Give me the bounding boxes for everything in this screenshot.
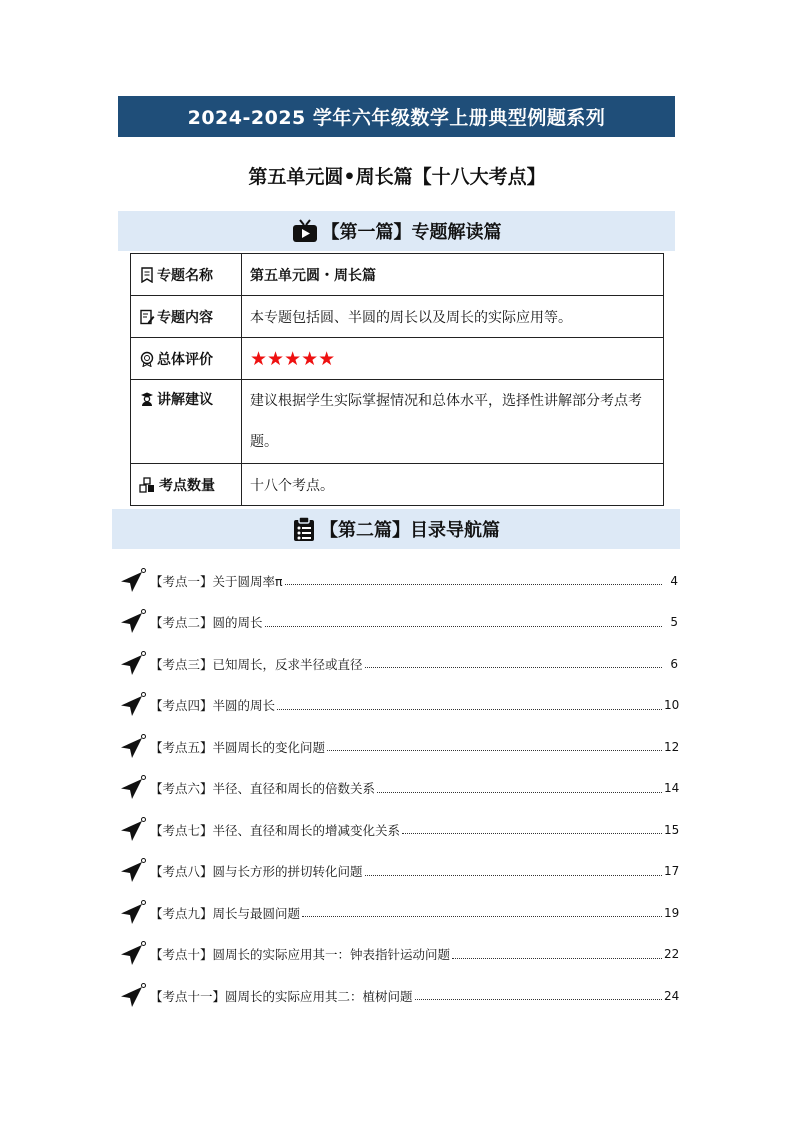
- toc-leader-dots: [365, 667, 662, 668]
- toc-label: 【考点六】半径、直径和周长的倍数关系: [150, 781, 376, 797]
- toc-leader-dots: [402, 833, 662, 834]
- section-header-interpretation: [118, 211, 675, 251]
- toc-leader-dots: [377, 792, 662, 793]
- toc-page-number: 12: [664, 739, 680, 754]
- toc-leader-dots: [327, 750, 662, 751]
- toc-page-number: 22: [664, 947, 680, 962]
- toc-entry[interactable]: [118, 892, 678, 934]
- toc-entry[interactable]: [118, 809, 678, 851]
- section-header-navigation: [112, 509, 680, 549]
- blocks-icon: [139, 477, 157, 493]
- toc-page-number: 10: [664, 698, 680, 713]
- table-row: [131, 296, 664, 338]
- row-key: 专题名称: [157, 267, 213, 284]
- row-key: 专题内容: [157, 309, 213, 326]
- rating-stars: ★★★★★: [250, 347, 336, 370]
- navigation-arrow-icon: [118, 651, 146, 677]
- toc-entry[interactable]: [118, 975, 678, 1017]
- tv-icon: [292, 219, 318, 243]
- toc-page-number: 24: [664, 988, 680, 1003]
- row-key: 讲解建议: [157, 392, 213, 408]
- toc-label: 【考点十一】圆周长的实际应用其二：植树问题: [150, 988, 413, 1004]
- navigation-arrow-icon: [118, 817, 146, 843]
- toc-label: 【考点十】圆周长的实际应用其一：钟表指针运动问题: [150, 947, 451, 963]
- toc-page-number: 15: [664, 822, 680, 837]
- toc-label: 【考点五】半圆周长的变化问题: [150, 739, 326, 755]
- row-value: 建议根据学生实际掌握情况和总体水平，选择性讲解部分考点考题。: [242, 380, 664, 464]
- toc-entry[interactable]: [118, 643, 678, 685]
- toc-page-number: 6: [670, 656, 678, 671]
- toc-page-number: 4: [670, 573, 678, 588]
- topic-info-table: [130, 253, 664, 506]
- toc-label: 【考点一】关于圆周率π: [150, 573, 283, 589]
- toc-leader-dots: [415, 999, 662, 1000]
- navigation-arrow-icon: [118, 941, 146, 967]
- toc-leader-dots: [285, 584, 662, 585]
- document-title: 第五单元圆•周长篇【十八大考点】: [248, 166, 546, 188]
- toc-leader-dots: [452, 958, 662, 959]
- toc-leader-dots: [302, 916, 662, 917]
- toc-label: 【考点二】圆的周长: [150, 615, 263, 631]
- series-banner: 2024-2025 学年六年级数学上册典型例题系列: [118, 96, 675, 137]
- toc-entry[interactable]: [118, 685, 678, 727]
- bookmark-icon: [139, 267, 155, 283]
- toc-page-number: 19: [664, 905, 680, 920]
- navigation-arrow-icon: [118, 858, 146, 884]
- table-row: [131, 254, 664, 296]
- toc-entry[interactable]: [118, 934, 678, 976]
- toc-entry[interactable]: [118, 602, 678, 644]
- toc-label: 【考点九】周长与最圆问题: [150, 905, 301, 921]
- navigation-arrow-icon: [118, 734, 146, 760]
- navigation-arrow-icon: [118, 775, 146, 801]
- section-title: 【第二篇】目录导航篇: [320, 520, 500, 541]
- toc-leader-dots: [365, 875, 662, 876]
- toc-label: 【考点三】已知周长，反求半径或直径: [150, 656, 363, 672]
- row-value: 十八个考点。: [242, 464, 664, 506]
- toc-page-number: 17: [664, 864, 680, 879]
- teacher-icon: [139, 391, 155, 407]
- navigation-arrow-icon: [118, 692, 146, 718]
- row-key: 考点数量: [159, 477, 215, 494]
- table-row: [131, 338, 664, 380]
- toc-leader-dots: [277, 709, 662, 710]
- navigation-arrow-icon: [118, 568, 146, 594]
- row-value: 本专题包括圆、半圆的周长以及周长的实际应用等。: [242, 296, 664, 338]
- toc-entry[interactable]: [118, 851, 678, 893]
- award-badge-icon: [139, 351, 155, 367]
- toc-label: 【考点七】半径、直径和周长的增减变化关系: [150, 822, 401, 838]
- row-key: 总体评价: [157, 351, 213, 368]
- section-title: 【第一篇】专题解读篇: [321, 222, 502, 243]
- navigation-arrow-icon: [118, 900, 146, 926]
- table-of-contents: [118, 560, 678, 1017]
- toc-entry[interactable]: [118, 726, 678, 768]
- edit-document-icon: [139, 309, 155, 325]
- table-row: [131, 380, 664, 464]
- row-value: 第五单元圆・周长篇: [242, 254, 664, 296]
- toc-leader-dots: [265, 626, 662, 627]
- clipboard-icon: [292, 516, 316, 542]
- navigation-arrow-icon: [118, 609, 146, 635]
- toc-entry[interactable]: [118, 560, 678, 602]
- toc-label: 【考点八】圆与长方形的拼切转化问题: [150, 864, 363, 880]
- toc-page-number: 5: [670, 615, 678, 630]
- toc-label: 【考点四】半圆的周长: [150, 698, 276, 714]
- toc-page-number: 14: [664, 781, 680, 796]
- toc-entry[interactable]: [118, 768, 678, 810]
- table-row: [131, 464, 664, 506]
- navigation-arrow-icon: [118, 983, 146, 1009]
